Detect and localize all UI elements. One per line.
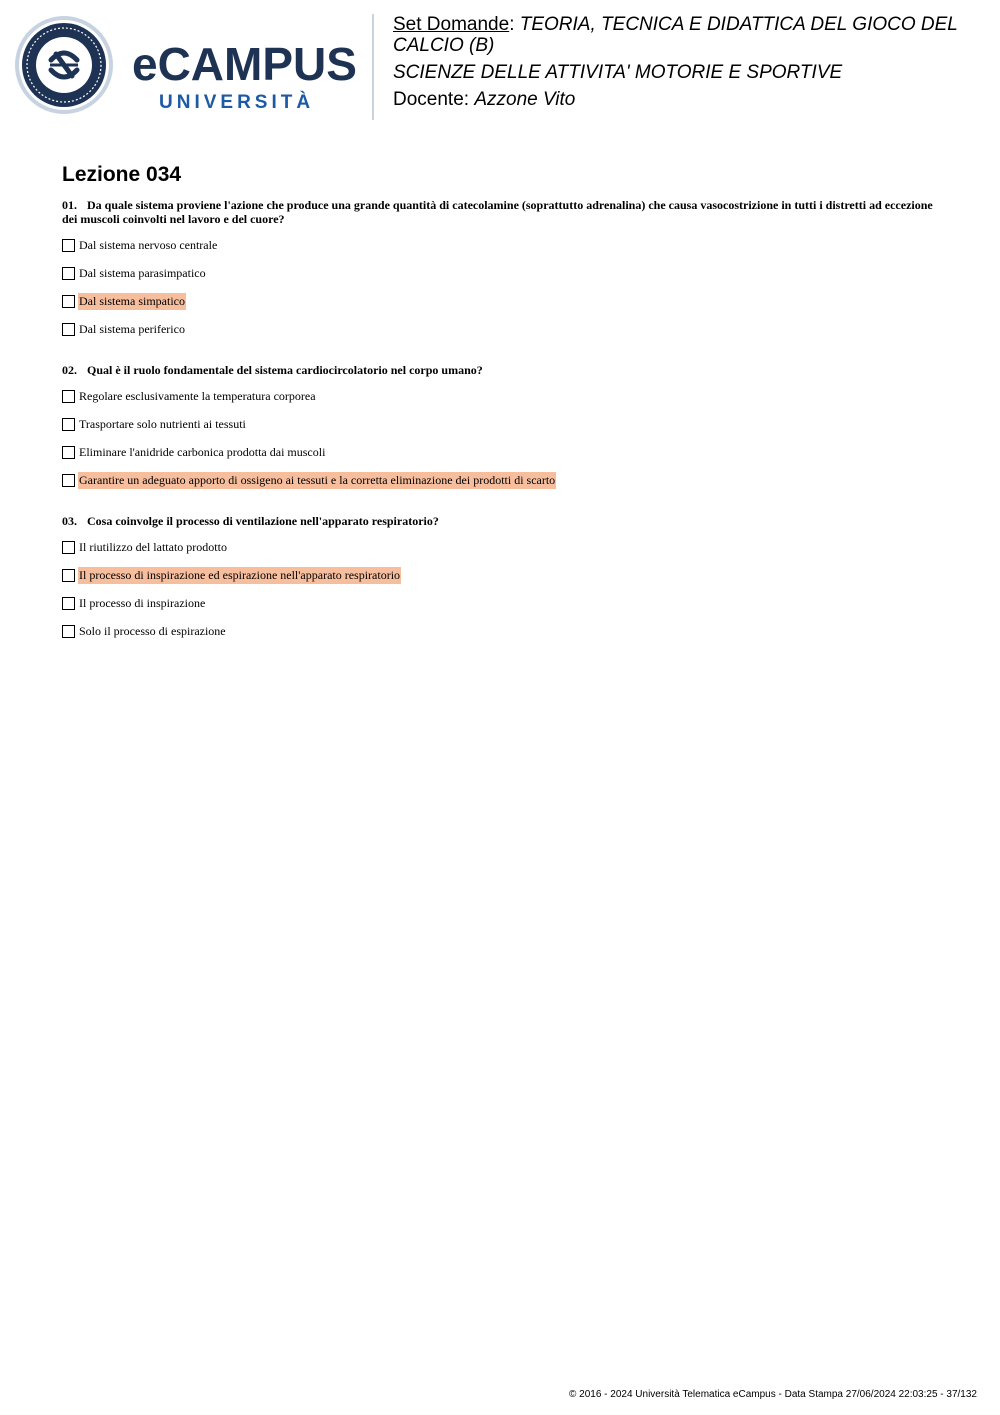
answer-checkbox[interactable]: [62, 295, 75, 308]
teacher-label: Docente:: [393, 89, 470, 110]
question-body: Da quale sistema proviene l'azione che produce una grande quantità di catecolamine (soprattutto adrenalina) che causa vasocostrizione in tutti i distretti ad eccezione dei muscoli coinvolti nel lavoro e del cuore?: [62, 198, 933, 226]
ecampus-logo: [14, 14, 359, 118]
question-02: [62, 363, 942, 489]
answer-option[interactable]: [62, 321, 942, 338]
answer-text: Dal sistema nervoso centrale: [79, 238, 218, 252]
logo-subtitle-text: UNIVERSITÀ: [159, 92, 315, 113]
question-text: [62, 198, 942, 226]
answer-text-highlighted: Il processo di inspirazione ed espirazione nell'apparato respiratorio: [79, 568, 401, 582]
answer-text: Trasportare solo nutrienti ai tessuti: [79, 417, 246, 431]
answer-option-correct[interactable]: [62, 293, 942, 310]
answer-option[interactable]: [62, 388, 942, 405]
answer-text: Dal sistema periferico: [79, 322, 185, 336]
question-03: [62, 514, 942, 640]
answer-text-highlighted: Dal sistema simpatico: [79, 294, 185, 308]
course-info: [393, 14, 978, 116]
answer-checkbox[interactable]: [62, 446, 75, 459]
course-title-line: [393, 14, 978, 56]
teacher-name: Azzone Vito: [474, 89, 576, 110]
answer-checkbox[interactable]: [62, 418, 75, 431]
logo-brand-text: eCAMPUS: [132, 38, 357, 90]
answer-checkbox[interactable]: [62, 541, 75, 554]
answer-checkbox[interactable]: [62, 323, 75, 336]
lesson-title: Lezione 034: [62, 163, 182, 186]
answer-text: Il processo di inspirazione: [79, 596, 206, 610]
answer-checkbox[interactable]: [62, 625, 75, 638]
teacher-line: [393, 89, 978, 110]
answer-text: Eliminare l'anidride carbonica prodotta dai muscoli: [79, 445, 326, 459]
answer-checkbox[interactable]: [62, 239, 75, 252]
set-label: Set Domande: [393, 14, 510, 35]
question-01: [62, 198, 942, 338]
page-footer: © 2016 - 2024 Università Telematica eCampus - Data Stampa 27/06/2024 22:03:25 - 37/132: [569, 1389, 977, 1400]
answer-checkbox[interactable]: [62, 569, 75, 582]
answer-option[interactable]: [62, 265, 942, 282]
answer-text: Il riutilizzo del lattato prodotto: [79, 540, 227, 554]
answer-checkbox[interactable]: [62, 267, 75, 280]
question-number: 01.: [62, 198, 77, 212]
answer-text: Regolare esclusivamente la temperatura corporea: [79, 389, 316, 403]
answer-text: Dal sistema parasimpatico: [79, 266, 206, 280]
answer-option[interactable]: [62, 444, 942, 461]
answer-option[interactable]: [62, 595, 942, 612]
answer-option[interactable]: [62, 623, 942, 640]
header-divider: [372, 14, 374, 120]
question-body: Cosa coinvolge il processo di ventilazione nell'apparato respiratorio?: [87, 514, 439, 528]
answer-checkbox[interactable]: [62, 474, 75, 487]
answer-checkbox[interactable]: [62, 390, 75, 403]
question-text: [62, 363, 942, 377]
answer-option[interactable]: [62, 416, 942, 433]
answer-option[interactable]: [62, 237, 942, 254]
answer-option-correct[interactable]: [62, 567, 942, 584]
course-title: TEORIA, TECNICA E DIDATTICA DEL GIOCO DEL CALCIO (B): [393, 14, 958, 56]
answer-text: Solo il processo di espirazione: [79, 624, 226, 638]
degree-name: SCIENZE DELLE ATTIVITA' MOTORIE E SPORTIVE: [393, 62, 843, 83]
answer-text-highlighted: Garantire un adeguato apporto di ossigeno ai tessuti e la corretta eliminazione dei prodotti di scarto: [79, 473, 556, 487]
question-number: 02.: [62, 363, 77, 377]
page-header: [0, 0, 1000, 130]
set-separator: :: [509, 14, 515, 35]
question-number: 03.: [62, 514, 77, 528]
answer-checkbox[interactable]: [62, 597, 75, 610]
question-text: [62, 514, 942, 528]
answer-option[interactable]: [62, 539, 942, 556]
question-body: Qual è il ruolo fondamentale del sistema cardiocircolatorio nel corpo umano?: [87, 363, 483, 377]
answer-option-correct[interactable]: [62, 472, 942, 489]
ecampus-logo-graphic: [14, 14, 359, 118]
